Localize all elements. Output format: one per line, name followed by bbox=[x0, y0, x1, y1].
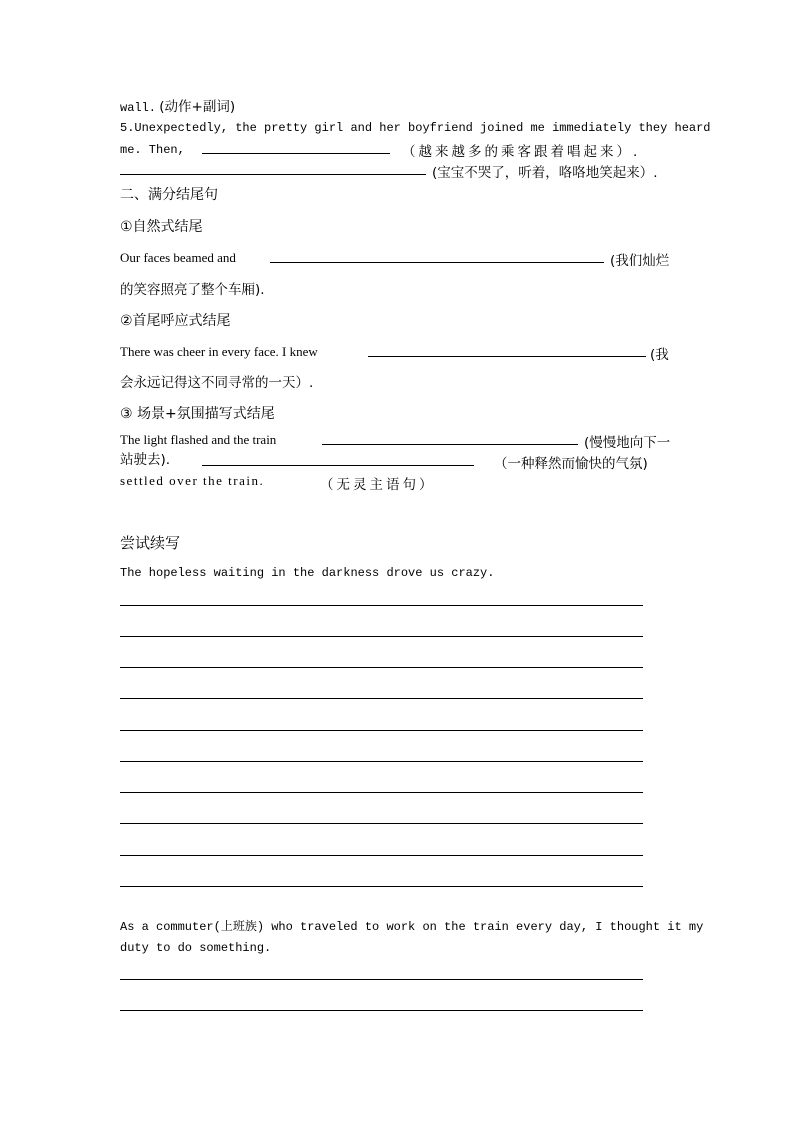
sub2-line2: 会永远记得这不同寻常的一天）. bbox=[120, 375, 314, 391]
sub3-title: ③ 场景+氛围描写式结尾 bbox=[120, 406, 275, 422]
writing-line[interactable] bbox=[120, 1010, 643, 1011]
section-two-title: 二、满分结尾句 bbox=[120, 187, 218, 203]
q5-line2-start: me. Then, bbox=[120, 143, 185, 157]
practice-prompt-2-line1: As a commuter(上班族) who traveled to work on the train every day, I thought it my bbox=[120, 920, 704, 934]
sub3-line1-end: (慢慢地向下一 bbox=[584, 435, 671, 451]
q5-hint-1: （越来越多的乘客跟着唱起来）. bbox=[402, 144, 641, 160]
writing-line[interactable] bbox=[120, 886, 643, 887]
writing-line[interactable] bbox=[120, 855, 643, 856]
carry-over-hint: (动作+副词) bbox=[159, 99, 236, 115]
q5-answer-blank-2[interactable] bbox=[120, 162, 426, 175]
practice-prompt-1: The hopeless waiting in the darkness drove us crazy. bbox=[120, 566, 495, 580]
sub3-line3-hint: （无灵主语句） bbox=[320, 477, 436, 493]
writing-line[interactable] bbox=[120, 605, 643, 606]
writing-line[interactable] bbox=[120, 730, 643, 731]
writing-line[interactable] bbox=[120, 698, 643, 699]
writing-line[interactable] bbox=[120, 979, 643, 980]
sub3-line1-start: The light flashed and the train bbox=[120, 432, 277, 447]
sub1-answer-blank[interactable] bbox=[270, 250, 604, 263]
practice-prompt-2-line2: duty to do something. bbox=[120, 941, 272, 955]
q5-answer-blank-1[interactable] bbox=[202, 141, 390, 154]
sub3-answer-blank-2[interactable] bbox=[202, 453, 474, 466]
q5-line1: 5.Unexpectedly, the pretty girl and her boyfriend joined me immediately they heard bbox=[120, 121, 711, 135]
sub2-title: ②首尾呼应式结尾 bbox=[120, 313, 231, 329]
carry-over-text: wall. bbox=[120, 101, 157, 115]
sub2-line1-start: There was cheer in every face. I knew bbox=[120, 344, 318, 359]
practice-title: 尝试续写 bbox=[120, 534, 181, 552]
writing-line[interactable] bbox=[120, 823, 643, 824]
sub3-line3-text: settled over the train. bbox=[120, 473, 265, 488]
carry-over-line bbox=[120, 99, 235, 116]
sub2-line1-end: (我 bbox=[650, 347, 669, 363]
sub3-line2-end: （一种释然而愉快的气氛) bbox=[494, 456, 648, 472]
sub2-answer-blank[interactable] bbox=[368, 344, 646, 357]
sub1-line1-start: Our faces beamed and bbox=[120, 250, 236, 265]
sub1-title: ①自然式结尾 bbox=[120, 219, 203, 235]
q5-hint-2: (宝宝不哭了，听着，咯咯地笑起来）. bbox=[432, 165, 658, 181]
writing-line[interactable] bbox=[120, 636, 643, 637]
writing-line[interactable] bbox=[120, 667, 643, 668]
writing-line[interactable] bbox=[120, 761, 643, 762]
sub1-line2: 的笑容照亮了整个车厢). bbox=[120, 282, 265, 298]
writing-line[interactable] bbox=[120, 792, 643, 793]
sub1-line1-end: (我们灿烂 bbox=[610, 253, 670, 269]
sub3-line3 bbox=[120, 473, 264, 489]
sub3-answer-blank-1[interactable] bbox=[322, 432, 578, 445]
sub3-line2-start: 站驶去). bbox=[120, 452, 171, 468]
